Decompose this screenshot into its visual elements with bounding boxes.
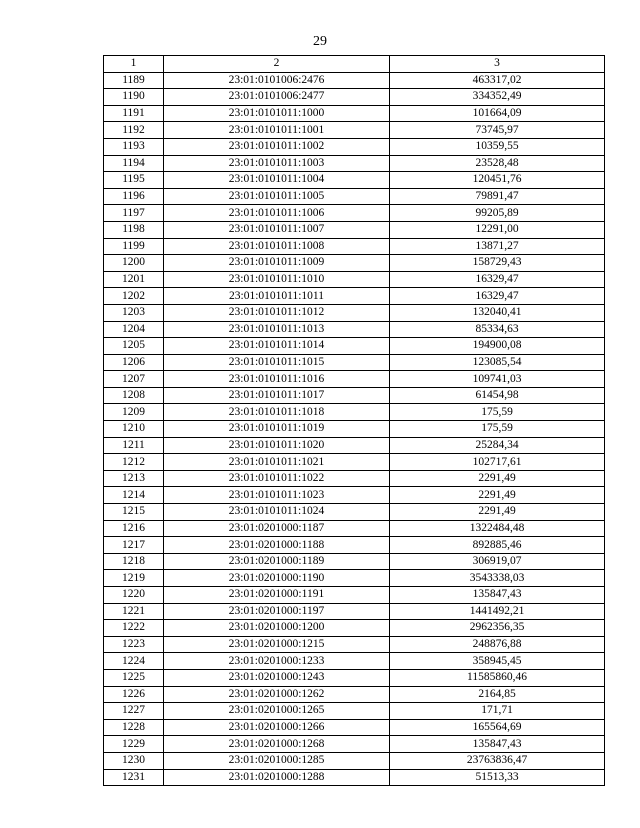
table-row [104, 703, 605, 720]
value-cell: 85334,63 [390, 321, 605, 338]
value-cell: 23763836,47 [390, 752, 605, 769]
header-cell-2: 2 [164, 56, 390, 73]
table-row [104, 238, 605, 255]
cadastral-number-cell: 23:01:0201000:1191 [164, 587, 390, 604]
cadastral-number-cell: 23:01:0101011:1011 [164, 288, 390, 305]
table-row [104, 520, 605, 537]
row-number-cell: 1209 [104, 404, 164, 421]
table-row [104, 72, 605, 89]
cadastral-number-cell: 23:01:0101011:1019 [164, 421, 390, 438]
row-number-cell: 1198 [104, 221, 164, 238]
row-number-cell: 1192 [104, 122, 164, 139]
cadastral-number-cell: 23:01:0101011:1000 [164, 105, 390, 122]
table-row [104, 587, 605, 604]
cadastral-number-cell: 23:01:0201000:1197 [164, 603, 390, 620]
cadastral-number-cell: 23:01:0101011:1001 [164, 122, 390, 139]
row-number-cell: 1191 [104, 105, 164, 122]
table-body [104, 72, 605, 786]
row-number-cell: 1206 [104, 354, 164, 371]
value-cell: 102717,61 [390, 454, 605, 471]
value-cell: 2291,49 [390, 504, 605, 521]
row-number-cell: 1199 [104, 238, 164, 255]
value-cell: 306919,07 [390, 553, 605, 570]
row-number-cell: 1202 [104, 288, 164, 305]
header-cell-3: 3 [390, 56, 605, 73]
cadastral-number-cell: 23:01:0201000:1188 [164, 537, 390, 554]
cadastral-number-cell: 23:01:0201000:1288 [164, 769, 390, 786]
cadastral-number-cell: 23:01:0201000:1243 [164, 669, 390, 686]
table-row [104, 454, 605, 471]
row-number-cell: 1207 [104, 371, 164, 388]
row-number-cell: 1221 [104, 603, 164, 620]
table-row [104, 205, 605, 222]
row-number-cell: 1218 [104, 553, 164, 570]
row-number-cell: 1211 [104, 437, 164, 454]
cadastral-number-cell: 23:01:0101011:1007 [164, 221, 390, 238]
row-number-cell: 1220 [104, 587, 164, 604]
cadastral-number-cell: 23:01:0201000:1189 [164, 553, 390, 570]
row-number-cell: 1189 [104, 72, 164, 89]
table-row [104, 138, 605, 155]
row-number-cell: 1228 [104, 719, 164, 736]
row-number-cell: 1196 [104, 188, 164, 205]
value-cell: 12291,00 [390, 221, 605, 238]
table-row [104, 769, 605, 786]
cadastral-number-cell: 23:01:0101011:1023 [164, 487, 390, 504]
cadastral-number-cell: 23:01:0101011:1021 [164, 454, 390, 471]
table-row [104, 371, 605, 388]
value-cell: 23528,48 [390, 155, 605, 172]
value-cell: 3543338,03 [390, 570, 605, 587]
row-number-cell: 1223 [104, 636, 164, 653]
table-row [104, 752, 605, 769]
row-number-cell: 1225 [104, 669, 164, 686]
value-cell: 25284,34 [390, 437, 605, 454]
cadastral-number-cell: 23:01:0101011:1002 [164, 138, 390, 155]
table-row [104, 553, 605, 570]
table-row [104, 570, 605, 587]
cadastral-number-cell: 23:01:0101011:1022 [164, 470, 390, 487]
row-number-cell: 1222 [104, 620, 164, 637]
value-cell: 135847,43 [390, 736, 605, 753]
table-row [104, 470, 605, 487]
cadastral-number-cell: 23:01:0101011:1005 [164, 188, 390, 205]
table-row [104, 172, 605, 189]
cadastral-number-cell: 23:01:0201000:1215 [164, 636, 390, 653]
value-cell: 1322484,48 [390, 520, 605, 537]
row-number-cell: 1231 [104, 769, 164, 786]
row-number-cell: 1205 [104, 338, 164, 355]
value-cell: 51513,33 [390, 769, 605, 786]
row-number-cell: 1227 [104, 703, 164, 720]
cadastral-number-cell: 23:01:0101006:2477 [164, 89, 390, 106]
row-number-cell: 1195 [104, 172, 164, 189]
table-row [104, 255, 605, 272]
table-row [104, 686, 605, 703]
value-cell: 99205,89 [390, 205, 605, 222]
value-cell: 2962356,35 [390, 620, 605, 637]
table-row [104, 288, 605, 305]
cadastral-number-cell: 23:01:0101011:1003 [164, 155, 390, 172]
value-cell: 132040,41 [390, 304, 605, 321]
cadastral-number-cell: 23:01:0101011:1018 [164, 404, 390, 421]
row-number-cell: 1219 [104, 570, 164, 587]
cadastral-number-cell: 23:01:0101011:1009 [164, 255, 390, 272]
header-cell-1: 1 [104, 56, 164, 73]
cadastral-number-cell: 23:01:0201000:1200 [164, 620, 390, 637]
cadastral-number-cell: 23:01:0201000:1265 [164, 703, 390, 720]
cadastral-number-cell: 23:01:0201000:1285 [164, 752, 390, 769]
table-row [104, 105, 605, 122]
table-row [104, 321, 605, 338]
row-number-cell: 1215 [104, 504, 164, 521]
cadastral-number-cell: 23:01:0101006:2476 [164, 72, 390, 89]
value-cell: 123085,54 [390, 354, 605, 371]
cadastral-number-cell: 23:01:0101011:1015 [164, 354, 390, 371]
value-cell: 101664,09 [390, 105, 605, 122]
value-cell: 2164,85 [390, 686, 605, 703]
table-row [104, 387, 605, 404]
value-cell: 13871,27 [390, 238, 605, 255]
row-number-cell: 1190 [104, 89, 164, 106]
table-row [104, 537, 605, 554]
value-cell: 61454,98 [390, 387, 605, 404]
row-number-cell: 1214 [104, 487, 164, 504]
value-cell: 2291,49 [390, 487, 605, 504]
row-number-cell: 1201 [104, 271, 164, 288]
value-cell: 892885,46 [390, 537, 605, 554]
cadastral-number-cell: 23:01:0101011:1024 [164, 504, 390, 521]
table-row [104, 188, 605, 205]
cadastral-number-cell: 23:01:0101011:1020 [164, 437, 390, 454]
row-number-cell: 1203 [104, 304, 164, 321]
value-cell: 334352,49 [390, 89, 605, 106]
cadastral-number-cell: 23:01:0201000:1262 [164, 686, 390, 703]
value-cell: 16329,47 [390, 288, 605, 305]
value-cell: 120451,76 [390, 172, 605, 189]
table-row [104, 669, 605, 686]
table-row [104, 122, 605, 139]
value-cell: 358945,45 [390, 653, 605, 670]
value-cell: 158729,43 [390, 255, 605, 272]
value-cell: 194900,08 [390, 338, 605, 355]
page-number: 29 [313, 34, 327, 49]
cadastral-number-cell: 23:01:0101011:1004 [164, 172, 390, 189]
table-row [104, 437, 605, 454]
row-number-cell: 1230 [104, 752, 164, 769]
table-row [104, 354, 605, 371]
value-cell: 73745,97 [390, 122, 605, 139]
table-row [104, 620, 605, 637]
value-cell: 463317,02 [390, 72, 605, 89]
row-number-cell: 1204 [104, 321, 164, 338]
value-cell: 175,59 [390, 421, 605, 438]
cadastral-number-cell: 23:01:0101011:1006 [164, 205, 390, 222]
row-number-cell: 1226 [104, 686, 164, 703]
cadastral-number-cell: 23:01:0101011:1010 [164, 271, 390, 288]
cadastral-number-cell: 23:01:0101011:1012 [164, 304, 390, 321]
row-number-cell: 1212 [104, 454, 164, 471]
value-cell: 175,59 [390, 404, 605, 421]
value-cell: 11585860,46 [390, 669, 605, 686]
row-number-cell: 1208 [104, 387, 164, 404]
value-cell: 79891,47 [390, 188, 605, 205]
value-cell: 109741,03 [390, 371, 605, 388]
value-cell: 1441492,21 [390, 603, 605, 620]
value-cell: 171,71 [390, 703, 605, 720]
row-number-cell: 1216 [104, 520, 164, 537]
cadastral-number-cell: 23:01:0101011:1017 [164, 387, 390, 404]
data-table [103, 55, 605, 786]
header-row [104, 56, 605, 73]
table-row [104, 487, 605, 504]
table-row [104, 155, 605, 172]
table-row [104, 603, 605, 620]
cadastral-number-cell: 23:01:0101011:1008 [164, 238, 390, 255]
cadastral-number-cell: 23:01:0201000:1233 [164, 653, 390, 670]
table-header [104, 56, 605, 73]
row-number-cell: 1213 [104, 470, 164, 487]
row-number-cell: 1217 [104, 537, 164, 554]
table-row [104, 221, 605, 238]
table-row [104, 421, 605, 438]
row-number-cell: 1210 [104, 421, 164, 438]
cadastral-number-cell: 23:01:0201000:1268 [164, 736, 390, 753]
cadastral-number-cell: 23:01:0201000:1190 [164, 570, 390, 587]
table-row [104, 504, 605, 521]
table-row [104, 653, 605, 670]
cadastral-number-cell: 23:01:0101011:1013 [164, 321, 390, 338]
cadastral-number-cell: 23:01:0201000:1187 [164, 520, 390, 537]
table-row [104, 338, 605, 355]
row-number-cell: 1200 [104, 255, 164, 272]
table-row [104, 404, 605, 421]
value-cell: 2291,49 [390, 470, 605, 487]
value-cell: 165564,69 [390, 719, 605, 736]
value-cell: 16329,47 [390, 271, 605, 288]
row-number-cell: 1197 [104, 205, 164, 222]
table-row [104, 89, 605, 106]
cadastral-number-cell: 23:01:0101011:1014 [164, 338, 390, 355]
table-row [104, 719, 605, 736]
cadastral-number-cell: 23:01:0201000:1266 [164, 719, 390, 736]
table-row [104, 736, 605, 753]
table-row [104, 271, 605, 288]
value-cell: 135847,43 [390, 587, 605, 604]
row-number-cell: 1224 [104, 653, 164, 670]
value-cell: 10359,55 [390, 138, 605, 155]
row-number-cell: 1229 [104, 736, 164, 753]
cadastral-number-cell: 23:01:0101011:1016 [164, 371, 390, 388]
value-cell: 248876,88 [390, 636, 605, 653]
table-row [104, 636, 605, 653]
table-row [104, 304, 605, 321]
row-number-cell: 1193 [104, 138, 164, 155]
row-number-cell: 1194 [104, 155, 164, 172]
